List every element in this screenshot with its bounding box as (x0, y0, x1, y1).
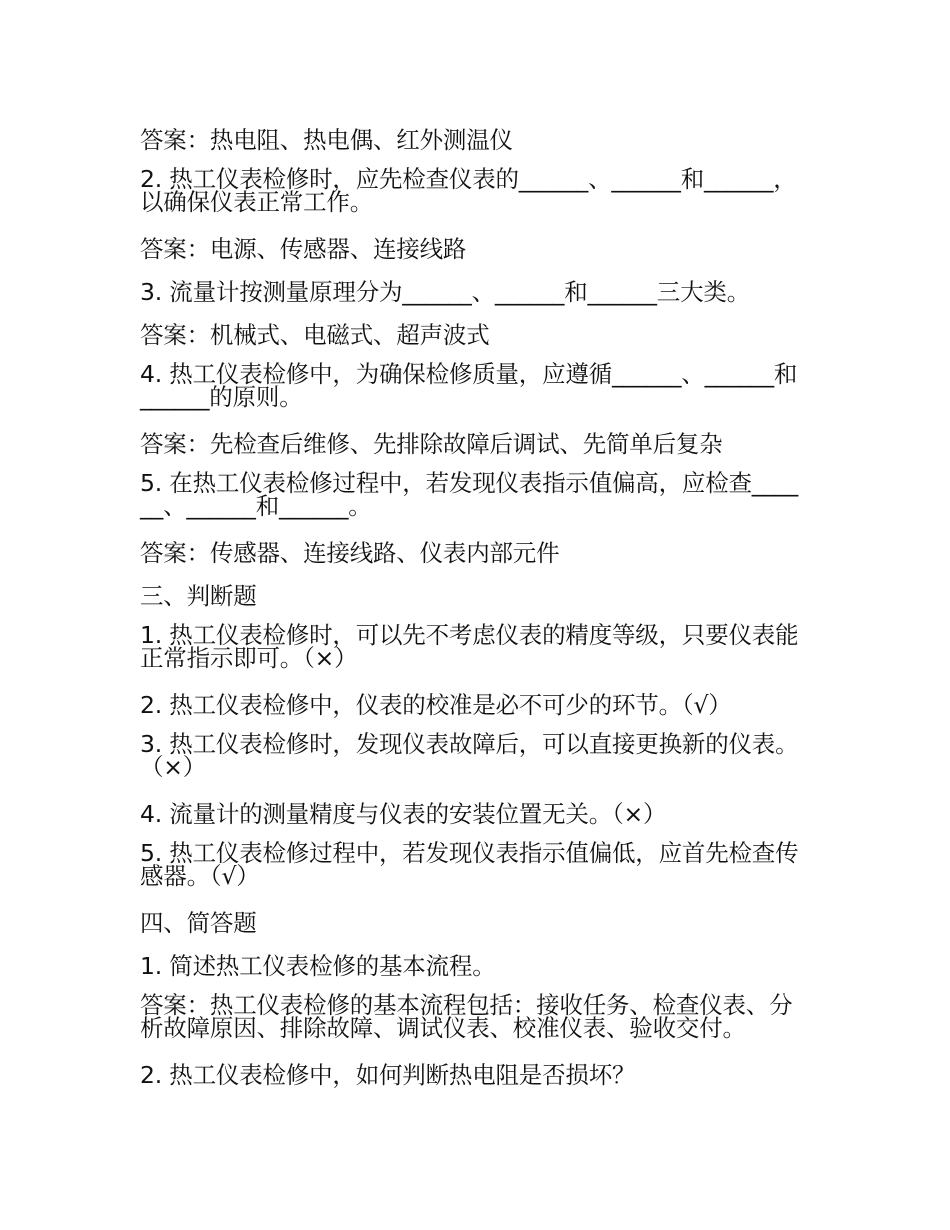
section-heading: 三、判断题 (140, 582, 257, 610)
question-line: 4. 热工仪表检修中，为确保检修质量，应遵循______、______和______的原则。 (140, 360, 798, 411)
question-line: 1. 简述热工仪表检修的基本流程。 (140, 952, 496, 980)
question-line: 2. 热工仪表检修时，应先检查仪表的______、______和______，以确保仪表正常工作。 (140, 165, 797, 216)
answer-line: 答案：先检查后维修、先排除故障后调试、先简单后复杂 (140, 430, 723, 458)
question-line: 3. 流量计按测量原理分为______、______和______三大类。 (140, 278, 750, 306)
question-line: 4. 流量计的测量精度与仪表的安装位置无关。（×） (140, 800, 667, 828)
question-line: 5. 在热工仪表检修过程中，若发现仪表指示值偏高，应检查______、______和______。 (140, 469, 798, 520)
answer-line: 答案：传感器、连接线路、仪表内部元件 (140, 539, 560, 567)
question-line: 1. 热工仪表检修时，可以先不考虑仪表的精度等级，只要仪表能正常指示即可。（×） (140, 621, 799, 672)
question-line: 3. 热工仪表检修时，发现仪表故障后，可以直接更换新的仪表。（×） (140, 730, 799, 781)
document-page (140, 125, 805, 1103)
answer-line: 答案：热电阻、热电偶、红外测温仪 (140, 126, 513, 154)
answer-line: 答案：机械式、电磁式、超声波式 (140, 321, 490, 349)
section-heading: 四、简答题 (140, 909, 257, 937)
answer-line: 答案：电源、传感器、连接线路 (140, 235, 467, 263)
question-line: 5. 热工仪表检修过程中，若发现仪表指示值偏低，应首先检查传感器。（√） (140, 839, 799, 890)
answer-line: 答案：热工仪表检修的基本流程包括：接收任务、检查仪表、分析故障原因、排除故障、调试仪表、校准仪表、验收交付。 (140, 991, 793, 1042)
question-line: 2. 热工仪表检修中，如何判断热电阻是否损坏？ (140, 1061, 636, 1089)
question-line: 2. 热工仪表检修中，仪表的校准是必不可少的环节。（√） (140, 691, 732, 719)
